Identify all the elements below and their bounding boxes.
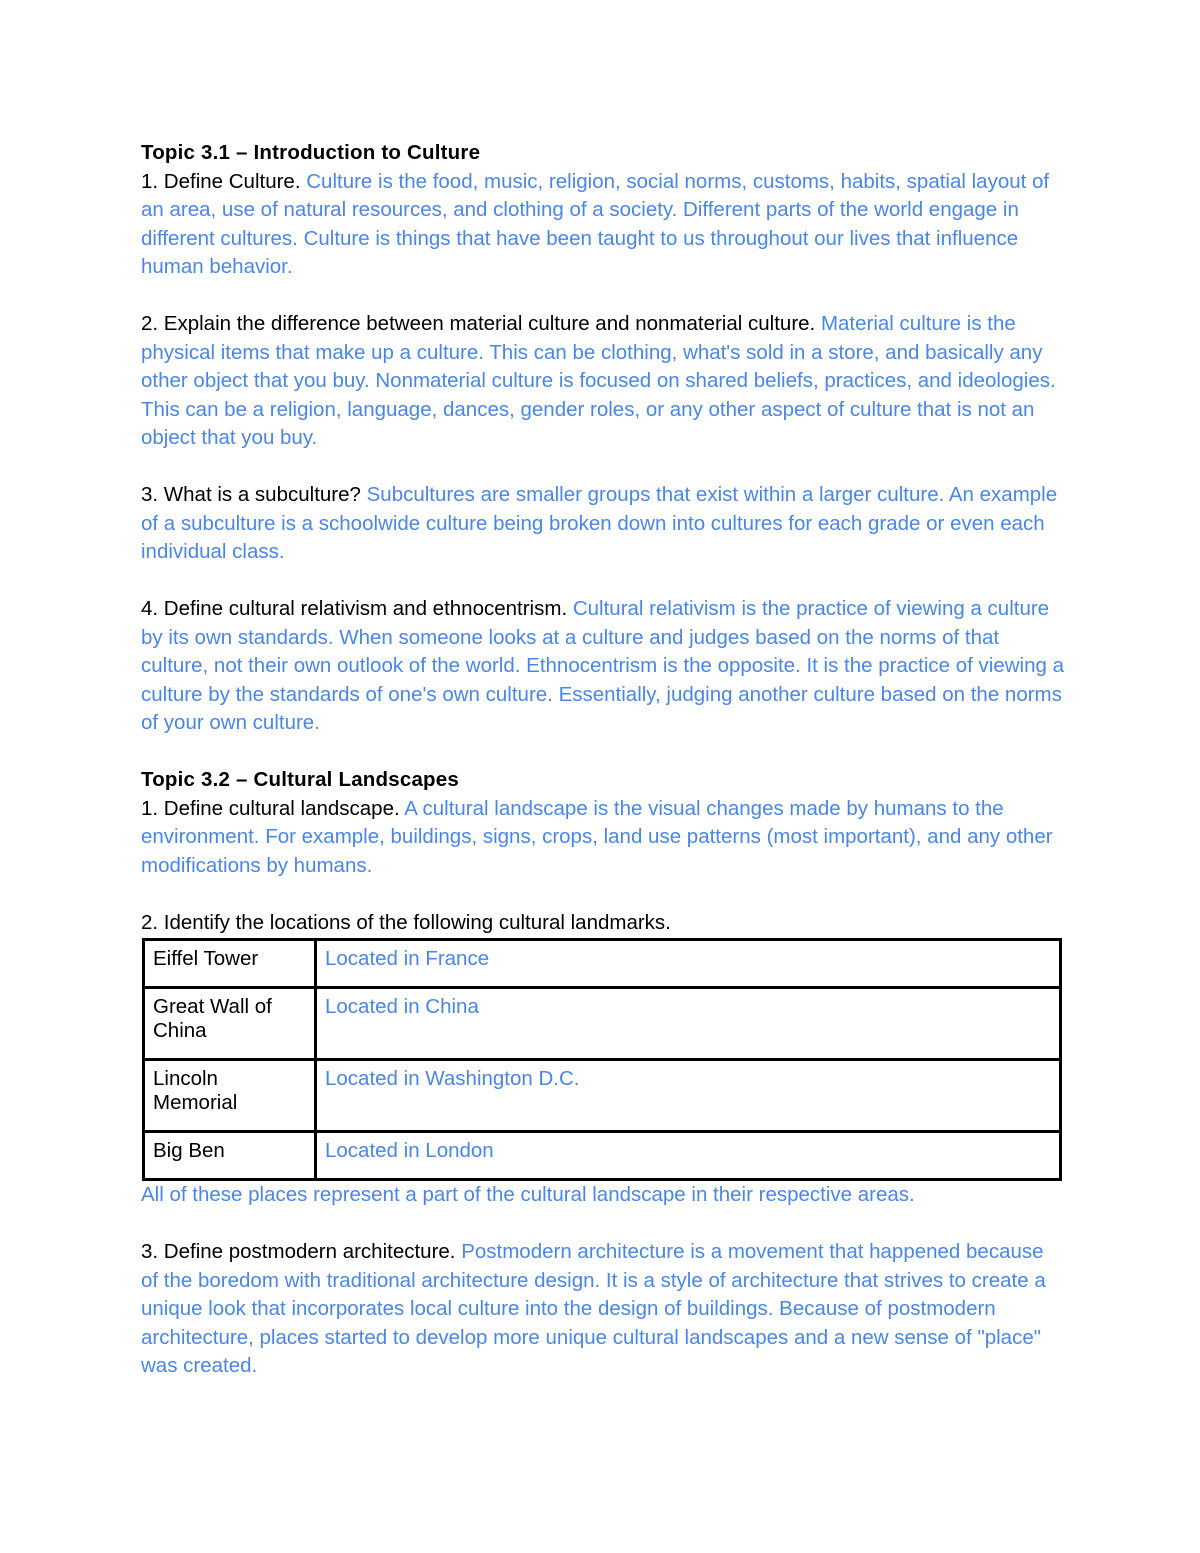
answer-text: Subcultures are smaller groups that exist within a larger culture. An example of a subculture is a schoolwide culture being broken down into cultures for each grade or even each individual class. — [141, 483, 1058, 563]
landmark-name-cell: Eiffel Tower — [144, 940, 316, 988]
topic-3-1-question-4 — [141, 595, 1066, 738]
document-page — [141, 139, 1066, 1381]
landmark-location-cell: Located in London — [316, 1132, 1061, 1180]
landmarks-table — [142, 938, 1062, 1181]
spacer — [141, 567, 1066, 596]
question-text: 1. Define cultural landscape. — [141, 796, 405, 820]
spacer — [141, 880, 1066, 909]
topic-3-1-heading: Topic 3.1 – Introduction to Culture — [141, 141, 481, 164]
topic-3-2-question-3 — [141, 1238, 1066, 1381]
landmark-location-cell: Located in France — [316, 940, 1061, 988]
question-text: 1. Define Culture. — [141, 169, 307, 193]
landmark-name-cell: Big Ben — [144, 1132, 316, 1180]
question-text: 2. Explain the difference between material culture and nonmaterial culture. — [141, 312, 821, 335]
table-row — [144, 1060, 1061, 1132]
landmark-name-cell: Great Wall of China — [144, 988, 316, 1060]
answer-text: Material culture is the physical items that make up a culture. This can be clothing, what's sold in a store, and basically any other object that you buy. Nonmaterial culture is focused on shared beliefs, practices, and ideologies. This can be a religion, language, dances, gender roles, or any other aspect of culture that is not an object that you buy. — [141, 312, 1056, 449]
spacer — [141, 453, 1066, 482]
spacer — [141, 282, 1066, 311]
topic-3-2-question-1 — [141, 795, 1066, 881]
answer-text: Culture is the food, music, religion, social norms, customs, habits, spatial layout of an area, use of natural resources, and clothing of a society. Different parts of the world engage in different cultures. Culture is things that have been taught to us throughout our lives that influence human behavior. — [141, 169, 1050, 278]
topic-3-1-question-2 — [141, 310, 1066, 453]
answer-text: Cultural relativism is the practice of viewing a culture by its own standards. When someone looks at a culture and judges based on the norms of that culture, not their own outlook of the world. Ethnocentrism is the opposite. It is the practice of viewing a culture by the standards of one's own culture. Essentially, judging another culture based on the norms of your own culture. — [141, 597, 1064, 734]
topic-3-1-question-3 — [141, 481, 1066, 567]
question-text: 3. Define postmodern architecture. — [141, 1240, 462, 1263]
table-row — [144, 1132, 1061, 1180]
answer-text: Postmodern architecture is a movement that happened because of the boredom with traditional architecture design. It is a style of architecture that strives to create a unique look that incorporates local culture into the design of buildings. Because of postmodern architecture, places started to develop more unique cultural landscapes and a new sense of "place" was created. — [141, 1240, 1046, 1377]
topic-3-1-question-1 — [141, 168, 1066, 282]
topic-3-2-question-2: 2. Identify the locations of the following cultural landmarks. — [141, 910, 671, 934]
table-row — [144, 988, 1061, 1060]
question-text: 3. What is a subculture? — [141, 483, 367, 506]
landmark-location-cell: Located in Washington D.C. — [316, 1060, 1061, 1132]
spacer — [141, 738, 1066, 767]
question-text: 4. Define cultural relativism and ethnocentrism. — [141, 597, 573, 620]
table-row — [144, 940, 1061, 988]
table-summary-text: All of these places represent a part of the cultural landscape in their respective areas. — [141, 1183, 915, 1206]
answer-text: A cultural landscape is the visual changes made by humans to the environment. For example, buildings, signs, crops, land use patterns (most important), and any other modifications by humans. — [141, 796, 1053, 877]
landmark-location-cell: Located in China — [316, 988, 1061, 1060]
topic-3-2-heading: Topic 3.2 – Cultural Landscapes — [141, 768, 459, 791]
spacer — [141, 1210, 1066, 1239]
landmark-name-cell: Lincoln Memorial — [144, 1060, 316, 1132]
